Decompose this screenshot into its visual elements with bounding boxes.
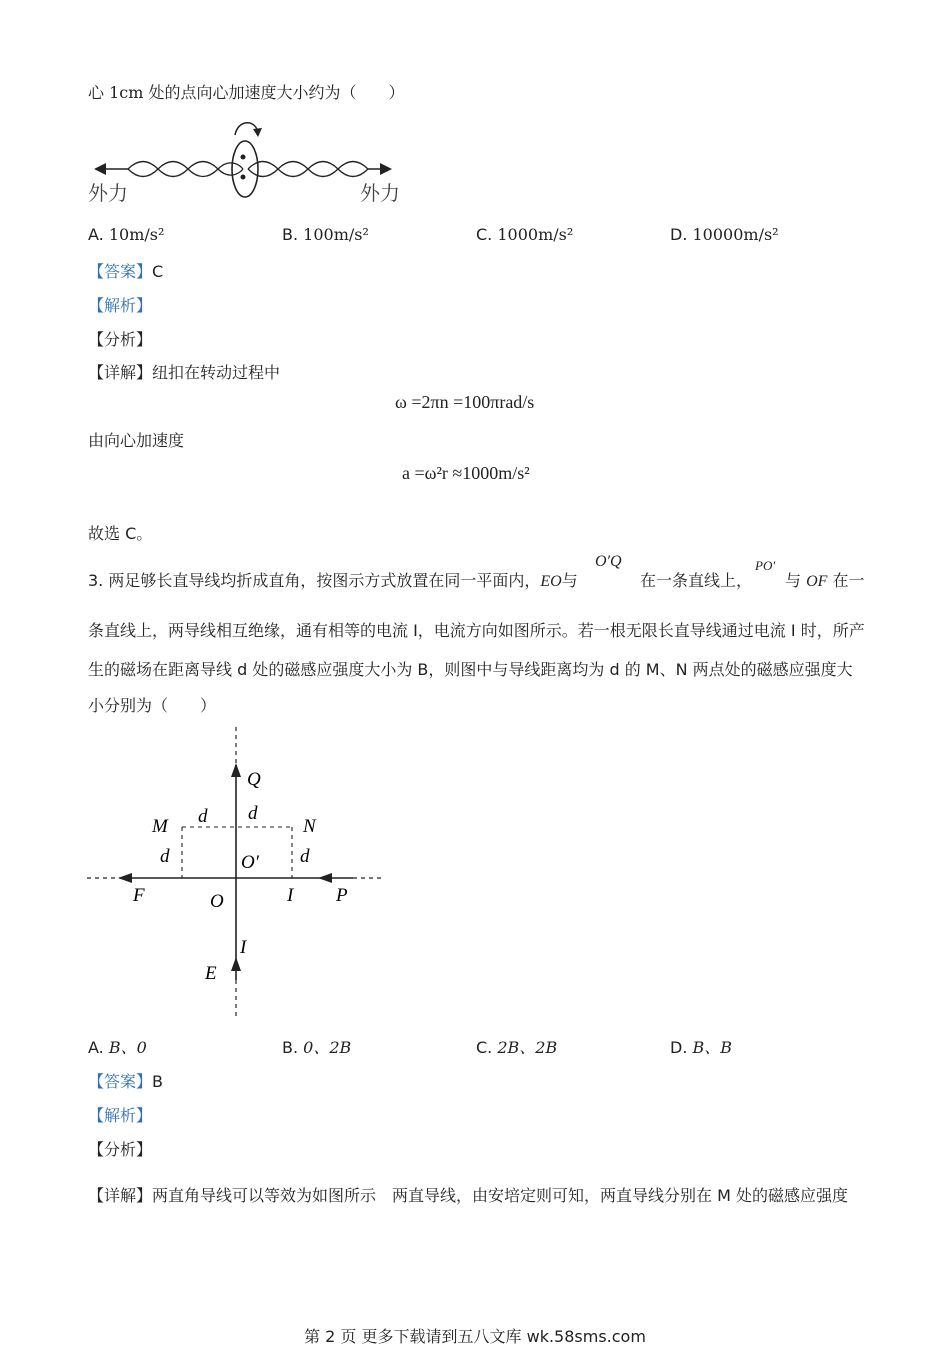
q3-stem-mid: 在一条直线上， [640, 571, 753, 590]
rotation-arrowhead [253, 128, 262, 137]
q3-wire-figure [85, 725, 395, 1025]
q3-answer: 【答案】B [88, 1072, 163, 1091]
left-force-arrowhead [94, 163, 106, 175]
button-ellipse [232, 141, 258, 197]
q-arrowhead [231, 763, 241, 777]
label-p: P [336, 885, 348, 906]
q2-option-a: A. 10m/s² [88, 225, 165, 244]
right-string-b [248, 162, 368, 177]
q3-option-b: B. 0、2B [282, 1038, 352, 1057]
q3-stem-line4: 小分别为（ ） [88, 696, 217, 715]
q2-formula-a: a =ω²r ≈1000m/s² [402, 463, 530, 483]
q2-fenxi-label: 【分析】 [88, 330, 153, 349]
label-m: M [152, 816, 168, 837]
q2-analysis-label: 【解析】 [88, 296, 153, 315]
q3-stem-line2: 条直线上，两导线相互绝缘，通有相等的电流 I，电流方向如图所示。若一根无限长直导线通过电流 I 时，所产 [88, 621, 865, 640]
q3-option-a: A. B、0 [88, 1038, 147, 1057]
q2-button-figure [88, 115, 408, 210]
q3-analysis-label: 【解析】 [88, 1106, 153, 1125]
q2-formula-omega: ω =2πn =100πrad/s [395, 392, 535, 412]
q3-stem-line3: 生的磁场在距离导线 d 处的磁感应强度大小为 B，则图中与导线距离均为 d 的 M、N 两点处的磁感应强度大 [88, 660, 853, 679]
label-d-top-right: d [248, 803, 258, 824]
q3-detail: 【详解】两直角导线可以等效为如图所示 两直导线，由安培定则可知，两直导线分别在 M 处的磁感应强度 [88, 1186, 848, 1205]
right-force-label: 外力 [360, 181, 400, 205]
label-i-right: I [287, 885, 294, 906]
q3-oq-label: O′Q [595, 553, 622, 570]
button-hole-bottom [241, 175, 246, 180]
page-footer: 第 2 页 更多下载请到五八文库 wk.58sms.com [304, 1327, 646, 1346]
left-force-label: 外力 [88, 181, 128, 205]
f-arrowhead [118, 873, 132, 883]
q3-stem-line1: 3. 两足够长直导线均折成直角，按图示方式放置在同一平面内，EO与 [88, 571, 578, 590]
q2-conclusion: 故选 C。 [88, 524, 153, 543]
label-f: F [133, 885, 145, 906]
q3-option-c: C. 2B、2B [476, 1038, 558, 1057]
label-o: O [210, 891, 224, 912]
right-force-arrowhead [380, 163, 392, 175]
label-q: Q [247, 769, 261, 790]
label-n: N [303, 816, 316, 837]
q2-centripetal-line: 由向心加速度 [88, 431, 185, 450]
label-d-top-left: d [198, 806, 208, 827]
label-i-bottom: I [240, 937, 247, 958]
q2-option-d: D. 10000m/s² [670, 225, 779, 244]
p-arrowhead [318, 873, 332, 883]
e-arrowhead [231, 957, 241, 971]
q3-fenxi-label: 【分析】 [88, 1140, 153, 1159]
label-d-right: d [300, 846, 310, 867]
q2-answer: 【答案】C [88, 262, 164, 281]
q3-stem-end: 与 OF 在一 [785, 571, 865, 590]
q2-detail: 【详解】纽扣在转动过程中 [88, 363, 281, 382]
button-hole-top [241, 155, 246, 160]
q2-stem-tail: 心 1cm 处的点向心加速度大小约为（ ） [88, 83, 405, 102]
q2-option-c: C. 1000m/s² [476, 225, 574, 244]
q3-option-d: D. B、B [670, 1038, 733, 1057]
q2-option-b: B. 100m/s² [282, 225, 369, 244]
q3-po-label: PO′ [755, 558, 776, 573]
label-d-left: d [160, 846, 170, 867]
label-o-prime: O′ [241, 852, 259, 873]
label-e: E [205, 963, 217, 984]
